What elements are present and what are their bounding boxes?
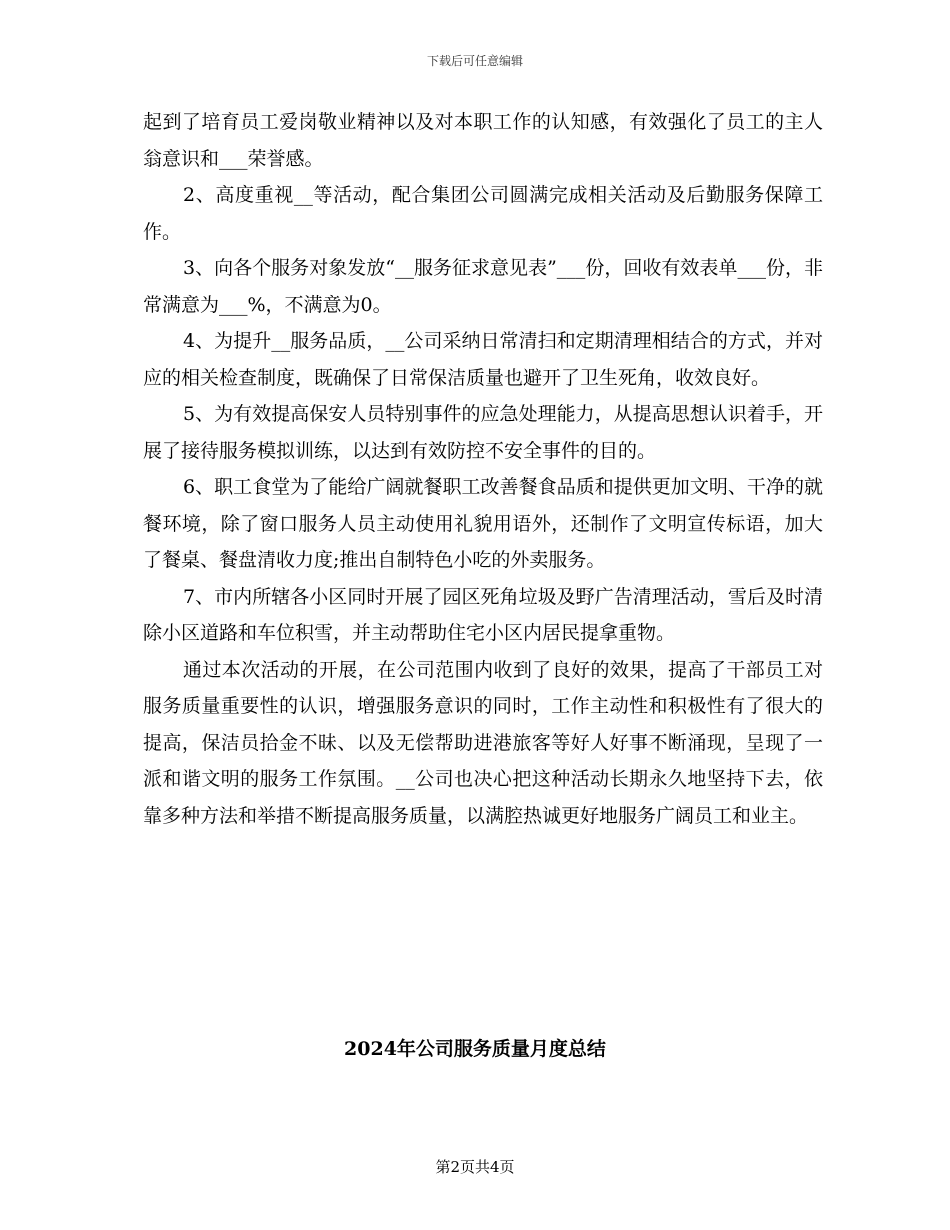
paragraph-item-6: 6、职工食堂为了能给广阔就餐职工改善餐食品质和提供更加文明、干净的就餐环境，除了窗口服务人员主动使用礼貌用语外，还制作了文明宣传标语，加大了餐桌、餐盘清收力度;推出自制特色小吃的外卖服务。 bbox=[143, 476, 823, 571]
paragraph-item-5: 5、为有效提高保安人员特别事件的应急处理能力，从提高思想认识着手，开展了接待服务模拟训练，以达到有效防控不安全事件的目的。 bbox=[143, 403, 823, 462]
page-header: 下载后可任意编辑 bbox=[426, 54, 523, 68]
document-body bbox=[143, 104, 823, 834]
paragraph-item-3: 3、向各个服务对象发放“__服务征求意见表”___份，回收有效表单___份，非常满意为___%，不满意为0。 bbox=[143, 257, 823, 316]
paragraph-item-2: 2、高度重视__等活动，配合集团公司圆满完成相关活动及后勤服务保障工作。 bbox=[143, 184, 823, 243]
paragraph-item-4: 4、为提升__服务品质，__公司采纳日常清扫和定期清理相结合的方式，并对应的相关检查制度，既确保了日常保洁质量也避开了卫生死角，收效良好。 bbox=[143, 330, 823, 389]
paragraph-continuation: 起到了培育员工爱岗敬业精神以及对本职工作的认知感，有效强化了员工的主人翁意识和___荣誉感。 bbox=[143, 111, 823, 170]
paragraph-item-7: 7、市内所辖各小区同时开展了园区死角垃圾及野广告清理活动，雪后及时清除小区道路和车位积雪，并主动帮助住宅小区内居民提拿重物。 bbox=[143, 585, 823, 644]
document-title: 2024年公司服务质量月度总结 bbox=[344, 1038, 606, 1060]
paragraph-conclusion: 通过本次活动的开展，在公司范围内收到了良好的效果，提高了干部员工对服务质量重要性的认识，增强服务意识的同时，工作主动性和积极性有了很大的提高，保洁员拾金不昧、以及无偿帮助进港旅客等好人好事不断涌现，呈现了一派和谐文明的服务工作氛围。__公司也决心把这种活动长期永久地坚持下去，依靠多种方法和举措不断提高服务质量，以满腔热诚更好地服务广阔员工和业主。 bbox=[143, 658, 823, 827]
page-number: 第2页共4页 bbox=[435, 1158, 515, 1176]
